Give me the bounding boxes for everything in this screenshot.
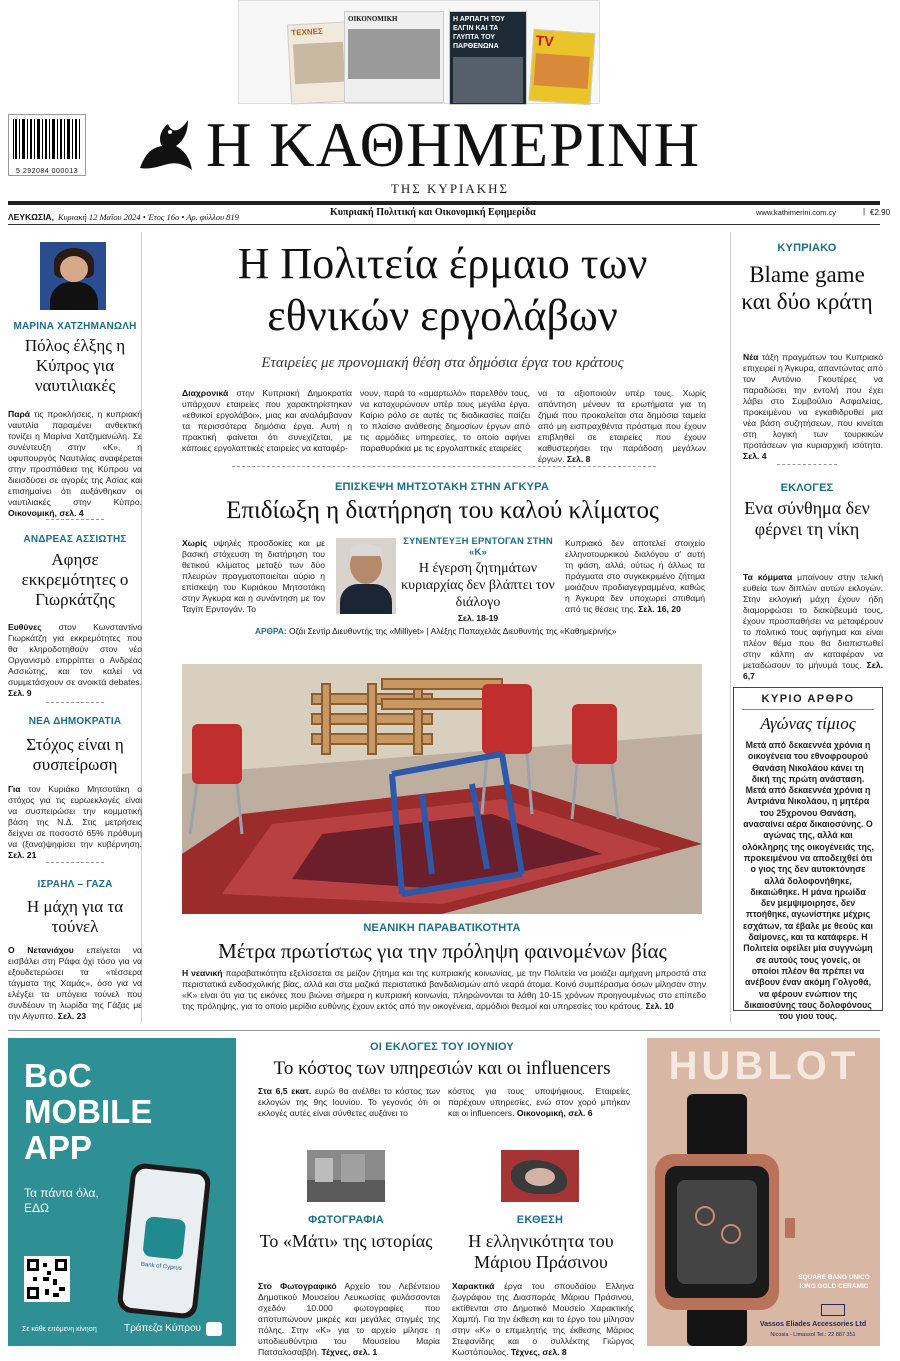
main-col-2: νουν, παρά το «αμαρτωλό» παρελθόν τους, να κατοχυρώνουν υπέρ τους μεγάλα έργα. Καίριο ρόλο σε αυτές τις διαδικασίες παίζει το πλαίσιο ανάθεσης δημοσίων έργων από τις αρμόδιες υπηρεσίες, το οποίο αφήνει παραθυράκια με τις εργολαπτικές εταιρείες [360, 388, 530, 453]
classroom-photo [182, 664, 702, 914]
masthead-website[interactable]: www.kathimerini.com.cy [756, 208, 837, 217]
left-s4-body [8, 945, 142, 1022]
barcode-graphic [9, 115, 85, 163]
right-s1-headline[interactable]: Blame game και δύο κράτη [741, 262, 873, 314]
dateline-rule [8, 224, 880, 225]
photo-thumb-archive [307, 1150, 385, 1202]
barcode-number: 5 292084 000013 [16, 168, 78, 175]
right-s1-ref[interactable]: Σελ. 4 [743, 451, 767, 461]
left-s3-lead: Για [8, 784, 21, 794]
turkey-col-3 [565, 538, 705, 615]
hublot-dealer: Vassos Eliades Accessories Ltd [759, 1321, 867, 1328]
interview-ref[interactable]: Σελ. 18-19 [457, 613, 499, 623]
articles-label: ΑΡΘΡΑ: [255, 626, 287, 636]
violence-kicker: ΝΕΑΝΙΚΗ ΠΑΡΑΒΑΤΙΚΟΤΗΤΑ [363, 922, 521, 934]
boc-ad[interactable] [8, 1038, 236, 1346]
main-col-3 [538, 388, 706, 465]
left-s1-text: τις προκλήσεις, η κυπριακή ναυτιλία παραμένει ανθεκτική τονίζει η Μαρίνα Χατζημανώλη. Σε συνέντευξη στην «Κ», η υφυπουργός Ναυτιλίας αναφέρεται στην προσπάθεια της Κύπρου να διεισδύσει σε αγορές της Ασίας και επισημαίνει ότι αυξάνθηκαν οι ναυτιλιακές στην Κύπρο. [8, 409, 142, 507]
left-column [8, 232, 142, 1022]
left-divider-3 [46, 862, 104, 863]
photo-ref[interactable]: Τέχνες, σελ. 1 [321, 1347, 378, 1357]
phone-graphic [116, 1162, 211, 1320]
main-col1-lead: Διαχρονικά [182, 388, 229, 398]
left-s2-kicker: ΑΝΔΡΕΑΣ ΑΣΣΙΩΤΗΣ [23, 534, 127, 545]
right-s2-ref[interactable]: Σελ. 6,7 [743, 660, 884, 681]
photo-thumb-prasinos [501, 1150, 579, 1202]
exhibit-headline[interactable]: Η ελληνικότητα του Μάριου Πράσινου [468, 1231, 614, 1272]
masthead-tagline: Κυπριακή Πολιτική και Οικονομική Εφημερίδα [330, 207, 536, 218]
dateline-date: Κυριακή 12 Μαΐου 2024 • Έτος 16ο • Αρ. φύλλου 819 [57, 212, 239, 222]
left-s1-ref[interactable]: Οικονομική, σελ. 4 [8, 508, 84, 518]
photo-lead: Στο Φωτογραφικό [258, 1281, 337, 1291]
exhibit-lead: Χαρακτικά [452, 1281, 495, 1291]
promo-strip [238, 0, 600, 104]
promo-elgin-label: Η ΑΡΠΑΓΗ ΤΟΥ ΕΛΓΙΝ ΚΑΙ ΤΑ ΓΛΥΠΤΑ ΤΟΥ ΠΑΡΘΕΝΩΝΑ [453, 16, 505, 50]
promo-tv-label: TV [535, 32, 555, 50]
left-s3-kicker: ΝΕΑ ΔΗΜΟΚΡΑΤΙΑ [28, 716, 122, 727]
hublot-brand: HUBLOT [668, 1044, 860, 1088]
main-headline[interactable]: Η Πολιτεία έρμαιο των εθνικών εργολάβων [237, 239, 648, 340]
turkey-col-1 [182, 538, 325, 615]
boc-line1: BoC [24, 1057, 92, 1094]
interview-headline[interactable]: Η έγερση ζητημάτων κυριαρχίας δεν βλάπτει τον διάλογο [401, 561, 555, 610]
left-s2-lead: Ευθύνες [8, 622, 42, 632]
left-s3-text: τον Κυριάκο Μητσοτάκη ο στόχος για τις ευρωεκλογές είναι να συσπειρώσει την κομματική βάση της Ν.Δ. Στις μετρήσεις δείχνει σε ποσοστό 65% πρόθυμη να (ξανα)ψηφίσει την κυβέρνηση. [8, 784, 142, 849]
left-s2-headline[interactable]: Αφησε εκκρεμότητες ο Γιωρκάτζης [21, 550, 129, 609]
right-s1-text: τάξη πραγμάτων του Κυπριακό επιχειρεί η Άγκυρα, απαντώντας από τον Αντόνιο Γκουτέρες να παραδώσει την εντολή που έχει λάβει στο Συμβούλιο Ασφαλείας, προκειμένου να εγκαθιδρυθεί μια νέα βάση συζητήσεων, που κινείται στη λογική των τουρκικών προτάσεων για κυριαρχική ισότητα. [743, 352, 883, 450]
left-s2-text: στον Κωνσταντίνο Γιωρκάτζη για εκκρεμότητες που θα κληροδοτηθούν στον νέο Οργανισμό επιρρίπτει ο Ανδρέας Ασσιώτης, και τον καλεί να συμμετάσχουν σε ανοικτά debates. [8, 622, 142, 687]
dateline-bar [8, 207, 891, 222]
boc-line3: APP [24, 1129, 92, 1166]
masthead-price: €2.90 [870, 208, 891, 217]
promo-arts[interactable] [287, 21, 351, 104]
price-separator: | [863, 207, 866, 216]
right-s1-body [743, 352, 883, 462]
masthead-subtitle: ΤΗΣ ΚΥΡΙΑΚΗΣ [390, 181, 510, 196]
dateline-city: ΛΕΥΚΩΣΙΑ, [8, 212, 54, 222]
turkey-headline[interactable]: Επιδίωξη η διατήρηση του καλού κλίματος [226, 497, 659, 524]
left-s1-kicker: ΜΑΡΙΝΑ ΧΑΤΖΗΜΑΝΩΛΗ [13, 321, 137, 332]
influencers-col1-text: ευρώ θα ανέλθει το κόστος των εκλογών της 9ης Ιουνίου. Το γεγονός ότι οι εκλογές αυτές είναι σύνθετες αυξάνει το [258, 1086, 440, 1118]
center-divider-1 [232, 466, 656, 467]
main-col3-ref[interactable]: Σελ. 8 [566, 454, 591, 464]
promo-elgin[interactable] [449, 11, 527, 105]
left-s4-kicker: ΙΣΡΑΗΛ – ΓΑΖΑ [37, 879, 113, 890]
main-col-1 [182, 388, 352, 454]
editorial-label: ΚΥΡΙΟ ΑΡΘΡΟ [761, 693, 855, 705]
left-s1-headline[interactable]: Πόλος έλξης η Κύπρος για ναυτιλιακές [24, 336, 126, 395]
right-s2-body [743, 572, 883, 682]
left-s2-ref[interactable]: Σελ. 9 [8, 688, 32, 698]
left-s4-text: επείγεται να εισβάλει στη Ράφα όχι τόσο για να εξουδετερώσει τα «τέσσερα τάγματα της Χαμάς», όσο για να ελέγξει τα υπόγεια τούνελ που συνδέουν τη λωρίδα της Γάζας με την Αίγυπτο. [8, 945, 142, 1021]
portrait-hatzimanoli [40, 242, 106, 310]
left-s1-body [8, 409, 142, 519]
erdogan-interview-box[interactable] [400, 536, 556, 623]
left-s4-lead: Ο Νετανιάχου [8, 945, 74, 955]
influencers-col-2 [448, 1086, 630, 1119]
promo-economy[interactable] [344, 11, 444, 103]
left-s4-ref[interactable]: Σελ. 23 [57, 1011, 87, 1021]
right-s1-lead: Νέα [743, 352, 759, 362]
violence-lead: Η νεανική [182, 968, 223, 978]
editorial-body: Μετά από δεκαεννέα χρόνια η οικογένεια του εθνοφρουρού Θανάση Νικολάου κάνει τη δική της πρώτη ανάσταση. Μετά από δεκαεννέα χρόνια η Αντριάνα Νικολάου, η μητέρα του 25χρονου Θανάση, ανασαίνει αέρα δικαιοσύνης. Ο αγώνας της, αλλά και ολόκληρης της οικογένειάς της, προκειμένου να αποδειχθεί ότι ο γιος της δεν αυτοκτόνησε αλλά δολοφονήθηκε, δικαιώθηκε. Η μάνα ηρωίδα δεν μεμψιμοιρησε, δεν πτοήθηκε, αγωνίστηκε μέχρις εσχάτων, τα έβαλε με θεούς και δαίμονες, και τα κατάφερε. Η Πολιτεία οφείλει μία συγγνώμη σε αυτούς τους γονείς, οι οποίοι πλέον θα πρέπει να ανέβουν έναν ακόμη Γολγοθά, να φέρουν ενώπιον της δικαιοσύνης τους δολοφόνους του γιου τους. [742, 740, 874, 1022]
hublot-model1: SQUARE BANG UNICO [798, 1274, 870, 1281]
editorial-box [733, 687, 883, 1022]
right-s2-headline[interactable]: Ενα σύνθημα δεν φέρνει τη νίκη [744, 498, 870, 539]
griffin-logo-icon [132, 112, 202, 178]
left-s3-body [8, 784, 142, 861]
portrait-erdogan [336, 538, 396, 614]
influencers-kicker: ΟΙ ΕΚΛΟΓΕΣ ΤΟΥ ΙΟΥΝΙΟΥ [370, 1041, 514, 1053]
turkey-col3-text: Κυπριακό δεν αποτελεί στοιχείο ελληνοτουρκικού διαλόγου σ' αυτή τη φάση, αλλά, ούτως ή άλλως τα πράγματα στο συγκεκριμένο ζήτημα μοιάζουν προδιαγεγραμμένα, καθώς η Άγκυρα δεν υποχωρεί σπιθαμή από τις θέσεις της. [565, 538, 705, 614]
right-s2-kicker: ΕΚΛΟΓΕΣ [780, 482, 834, 494]
interview-kicker: ΣΥΝΕΝΤΕΥΞΗ ΕΡΝΤΟΓΑΝ ΣΤΗΝ «Κ» [403, 536, 553, 558]
right-s2-text: μπαίνουν στην τελική ευθεία των διπλών αυτών εκλογών. Στην εκλογική μάχη έχουν ήδη διαμορφώσει το διακύβευμά τους, έχουν προσπαθήσει να μεταφέρουν το πολιτικό τους αφήγημα και είναι πλέον θέμα που θα διαπιστωθεί στην κάλπη αν καταφέραν να μεταδώσουν το μήνυμά τους. [743, 572, 883, 670]
exhibit-kicker: ΕΚΘΕΣΗ [516, 1214, 564, 1226]
exhibit-body [452, 1281, 634, 1358]
left-s2-body [8, 622, 142, 699]
boc-logo-icon [206, 1322, 222, 1336]
left-divider-1 [46, 519, 104, 520]
boc-brand: Τράπεζα Κύπρου [124, 1323, 201, 1334]
left-s4-headline[interactable]: Η μάχη για τα τούνελ [26, 897, 124, 936]
barcode [8, 114, 86, 176]
violence-body [182, 968, 706, 1012]
watch-case-icon [655, 1154, 779, 1310]
influencers-col-1 [258, 1086, 440, 1119]
violence-ref[interactable]: Σελ. 10 [645, 1001, 674, 1011]
main-subhead: Εταιρείες με προνομιακή θέση στα δημόσια έργα του κράτους [261, 355, 624, 371]
promo-arts-label: ΤΕΧΝΕΣ [291, 26, 324, 38]
masthead-rule [8, 201, 880, 205]
hublot-address: Nicosia - Limassol Tel.: 22 887 351 [770, 1332, 856, 1338]
boc-tagline: Τα πάντα όλα, ΕΔΩ [24, 1186, 99, 1215]
right-divider-1 [777, 464, 837, 465]
boc-line2: MOBILE [24, 1093, 153, 1130]
influencers-col2-text: κόστος για τους υποψήφιους. Εταιρείες παρέχουν υπηρεσίες, ενώ στον χορό μπήκαν και οι influencers. [448, 1086, 630, 1118]
exhibit-ref[interactable]: Τέχνες, σελ. 8 [510, 1347, 567, 1357]
editorial-title[interactable]: Αγώνας τίμιος [760, 714, 856, 733]
left-s3-headline[interactable]: Στόχος είναι η συσπείρωση [26, 735, 124, 774]
bottom-rule [8, 1030, 880, 1031]
articles-text: Οζάι Σεντίρ Διευθυντής της «Milliyet» | Αλέξης Παπαχελάς Διευθυντής της «Καθημερινής» [288, 626, 617, 636]
turkey-col3-ref[interactable]: Σελ. 16, 20 [638, 604, 681, 614]
boc-footer-left: Σε κάθε επόμενη κίνηση [22, 1326, 97, 1333]
main-col3-text: να τα αξιοποιούν υπέρ τους. Χωρίς απάντηση μένουν τα ερωτήματα για τη ζημιά που προκαλείται στα δημόσια ταμεία από μη εισπραχθέντα πρόστιμα που έχουν επιβληθεί σε εταιρείες που έχουν καθυστερήσει την παράδοση μεγάλων έργων. [538, 388, 706, 464]
masthead-title: Η ΚΑΘΗΜΕΡΙΝΗ [206, 110, 701, 180]
influencers-col1-lead: Στα 6,5 εκατ. [258, 1086, 312, 1096]
dealer-logo-icon [821, 1304, 845, 1316]
qr-code-icon[interactable] [24, 1256, 70, 1302]
left-s3-ref[interactable]: Σελ. 21 [8, 850, 37, 860]
photo-headline[interactable]: Το «Μάτι» της ιστορίας [259, 1231, 433, 1251]
right-s2-lead: Τα κόμματα [743, 572, 793, 582]
hublot-ad[interactable] [647, 1038, 880, 1346]
influencers-headline[interactable]: Το κόστος των υπηρεσιών και οι influencers [273, 1058, 611, 1079]
influencers-col2-ref[interactable]: Οικονομική, σελ. 6 [516, 1108, 593, 1118]
main-col1-text: στην Κυπριακή Δημοκρατία υπάρχουν εταιρείες που χαρακτηρίστηκαν «εθνικοί εργολάβοι», μιας και αναλάμβαναν τα περισσότερα δημόσια έργα. Αυτή η πρακτική φαίνεται ότι συνεχίζεται, με κάποιες εργολαπτικές εταιρείες να καταφέρ- [182, 388, 352, 453]
right-s1-kicker: ΚΥΠΡΙΑΚΟ [777, 242, 837, 254]
phone-bank-text: Bank of Cyprus [140, 1261, 182, 1272]
violence-text: παραβατικότητα εξελίσσεται σε μείζον ζήτημα και της κυπριακής κοινωνίας, με την Πολιτεία να μοιάζει αμήχανη μπροστά στα περιστατικά ενδοσχολικής βίας, αλλά και στα μαζικά περιστατικά βανδαλισμών από νεαρά άτομα. Κοινό συμπέρασμα όσων μίλησαν στην «Κ» είναι ότι για τις εικόνες που βιώνει σήμερα η κυπριακή κοινωνία, πληρώνονται τα λάθη 10-15 χρόνων προηγουμένως στο επίπεδο της πρόληψης, για το οποίο μερίδιο ευθύνης έχουν εκτός από την οικογένεια, αρμόδιοι θεσμοί και υπηρεσίες του κράτους. [182, 968, 707, 1011]
watch-strap-bottom [687, 1306, 747, 1346]
promo-tv[interactable] [529, 29, 596, 105]
turkey-col1-lead: Χωρίς [182, 538, 208, 548]
turkey-col1-text: υψηλές προσδοκίες και με βασική στόχευση τη διατήρηση του θετικού κλίματος μεταξύ των δύο πλευρών πραγματοποιείται αύριο η επίσκεψη του Κυριάκου Μητσοτάκη στην Άγκυρα και η συνάντηση με τον Ταγίπ Ερντογάν. Το [182, 538, 325, 614]
violence-headline[interactable]: Μέτρα πρωτίστως για την πρόληψη φαινομένων βίας [218, 939, 667, 963]
hublot-model2: KING GOLD CERAMIC [799, 1283, 869, 1290]
photo-kicker: ΦΩΤΟΓΡΑΦΙΑ [308, 1214, 384, 1226]
promo-economy-label: ΟΙΚΟΝΟΜΙΚΗ [348, 15, 398, 23]
photo-body [258, 1281, 440, 1358]
exhibit-text: έργα του σπουδαίου Ελληνα ζωγράφου της Διασποράς Μάριου Πράσινου, εκτίθενται στο Δημοτικό Μουσείο Χαρακτικής Χαμπή. Για την έκθεση και το έργο του μίλησαν στην «Κ» ο επιμελητής της έκθεσης Μάριος Στεφανίδης και ο συλλέκτης Γιώργος Κωστόπουλος. [452, 1281, 634, 1357]
right-column [730, 232, 882, 1022]
photo-text: Αρχείο του Λεβέντειου Δημοτικού Μουσείου Λευκωσίας φυλάσσονται σχεδόν 10.000 φωτογραφίες που αποτυπώνουν μικρές και μεγάλες στιγμές της πόλης. Στην «Κ» για το αρχείο μίλησε η υποδιευθύντρια του Μουσείου Μαρία Πατσαλοσαββή. [258, 1281, 440, 1357]
left-s1-lead: Παρά [8, 409, 31, 419]
turkey-kicker: ΕΠΙΣΚΕΨΗ ΜΗΤΣΟΤΑΚΗ ΣΤΗΝ ΑΓΚΥΡΑ [334, 481, 550, 493]
left-divider-2 [46, 702, 104, 703]
turkey-articles-line [255, 626, 715, 636]
